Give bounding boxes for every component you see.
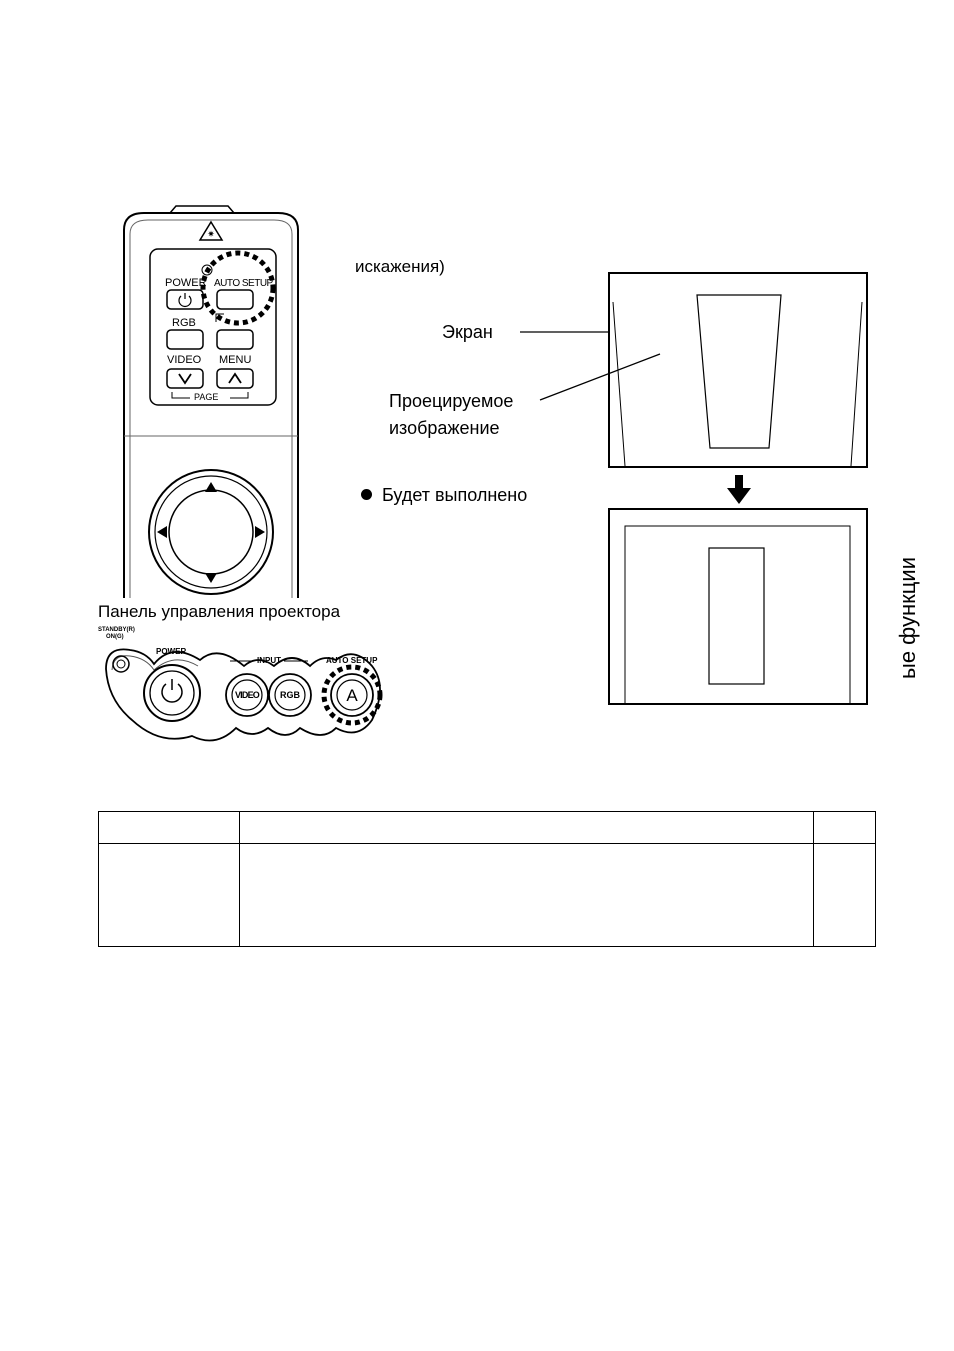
arrow-right-icon[interactable] xyxy=(254,525,266,539)
laser-icon xyxy=(198,220,224,242)
arrow-up-icon[interactable] xyxy=(204,481,218,493)
arrow-left-icon[interactable] xyxy=(156,525,168,539)
table-cell xyxy=(240,812,814,844)
screen-label: Экран xyxy=(442,322,493,342)
panel-input-label: INPUT xyxy=(257,656,281,665)
panel-caption: Панель управления проектора xyxy=(98,602,341,621)
remote-rgb-label: RGB xyxy=(172,317,196,329)
table-cell xyxy=(99,844,240,947)
table-cell xyxy=(99,812,240,844)
svg-text:✷: ✷ xyxy=(207,230,215,240)
side-tab-text: ые функции xyxy=(895,557,920,679)
table-row xyxy=(99,812,876,844)
remote-menu-label: MENU xyxy=(219,354,252,366)
down-arrow-icon xyxy=(726,474,752,506)
panel-on-label: ON(G) xyxy=(106,634,124,640)
side-tab xyxy=(893,533,923,703)
remote-rgb-button[interactable] xyxy=(167,330,203,349)
specs-table xyxy=(98,811,876,947)
panel-power-label: POWER xyxy=(156,647,187,656)
remote-auto-setup-label: AUTO SETUP xyxy=(214,278,273,289)
panel-auto-setup-label: AUTO SETUP xyxy=(326,656,378,665)
table-cell xyxy=(240,844,814,947)
bullet-icon xyxy=(361,489,372,500)
distorted-screen-diagram xyxy=(608,272,868,468)
distortion-text: искажения) xyxy=(355,257,445,276)
remote-page-label: PAGE xyxy=(194,392,219,402)
chevron-down-icon xyxy=(167,369,203,388)
power-icon xyxy=(167,290,203,309)
remote-page-up-button[interactable] xyxy=(217,369,253,388)
panel-video-button[interactable]: VIDEO xyxy=(234,690,259,700)
panel-auto-setup-button[interactable]: A xyxy=(346,686,358,705)
panel-rgb-button[interactable]: RGB xyxy=(280,690,300,700)
projected-image-label-line1: Проецируемое xyxy=(389,391,514,411)
remote-power-label: POWER xyxy=(165,277,207,289)
table-cell xyxy=(814,844,876,947)
projected-image-label-line2: изображение xyxy=(389,418,500,438)
panel-standby-label: STANDBY(R) xyxy=(98,627,135,633)
remote-blank-button[interactable] xyxy=(217,330,253,349)
remote-video-label: VIDEO xyxy=(167,354,202,366)
remote-control xyxy=(110,200,310,600)
projector-control-panel xyxy=(96,624,396,754)
chevron-up-icon xyxy=(217,369,253,388)
table-cell xyxy=(814,812,876,844)
remote-page-down-button[interactable] xyxy=(167,369,203,388)
corrected-screen-diagram xyxy=(608,508,868,705)
remote-auto-setup-button[interactable] xyxy=(217,290,253,309)
will-be-done-text: Будет выполнено xyxy=(382,485,528,505)
arrow-down-icon[interactable] xyxy=(204,572,218,584)
remote-power-button[interactable] xyxy=(167,290,203,309)
panel-power-button[interactable] xyxy=(144,665,200,721)
table-row xyxy=(99,844,876,947)
